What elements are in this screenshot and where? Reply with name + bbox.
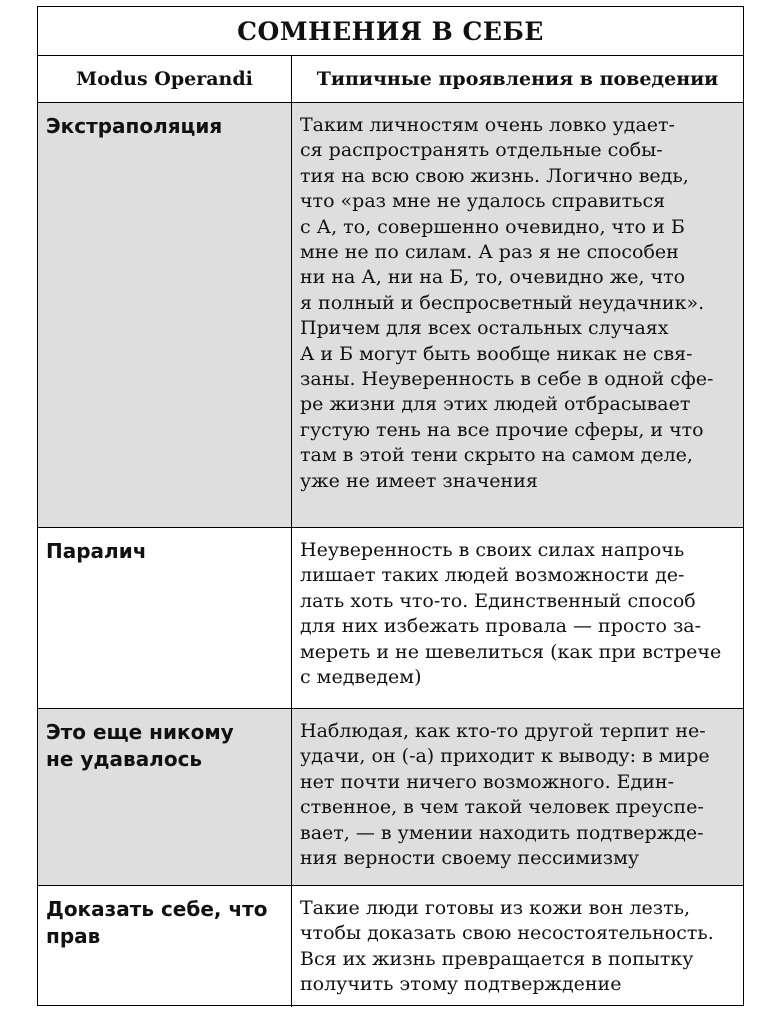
description-line: мереть и не шевелиться (как при встрече [300, 640, 722, 663]
row-label-line: Паралич [46, 539, 147, 563]
row-label-line: Доказать себе, что [46, 897, 268, 921]
description-line: удачи, он (-а) приходит к выводу: в мире [300, 745, 710, 768]
description-line: Неуверенность в своих силах напрочь [300, 539, 685, 561]
row-label-line: прав [46, 924, 101, 948]
row-description [292, 103, 743, 527]
description-line: ния верности своему пессимизму [300, 847, 640, 870]
description-line: заны. Неуверенность в себе в одной сфе- [300, 368, 714, 391]
description-line: получить этому подтверждение [300, 973, 622, 996]
description-line: с медведем) [300, 666, 422, 689]
description-line: с А, то, совершенно очевидно, что и Б [300, 215, 685, 238]
row-description [292, 886, 743, 1007]
description-line: А и Б могут быть вообще никак не свя- [300, 342, 693, 365]
description-line: чтобы доказать свою несостоятельность. [300, 922, 714, 945]
row-label-line: Экстраполяция [46, 114, 223, 138]
description-line: Вся их жизнь превращается в попытку [300, 947, 694, 970]
table-row-extrapolation [38, 103, 743, 527]
row-label-line: не удавалось [46, 747, 203, 771]
row-description [292, 528, 743, 708]
description-line: уже не имеет значения [300, 469, 538, 492]
description-line: густую тень на все прочие сферы, и что [300, 418, 704, 441]
table-row-nobody-managed [38, 708, 743, 885]
description-line: лишает таких людей возможности де- [300, 564, 685, 587]
description-line: лать хоть что-то. Единственный способ [300, 589, 696, 612]
description-line: ре жизни для этих людей отбрасывает [300, 393, 691, 416]
table-header-row [38, 56, 743, 103]
description-line: ственное, в чем такой человек преуспе- [300, 796, 704, 819]
description-line: Таким личностям очень ловко удает- [300, 114, 675, 136]
description-line: мне не по силам. А раз я не способен [300, 241, 679, 264]
doubt-table [37, 6, 744, 1006]
table-row-prove-yourself-right [38, 885, 743, 1007]
table-row-paralysis [38, 527, 743, 708]
row-label [38, 709, 292, 885]
column-header-behavior: Типичные проявления в поведении [316, 68, 719, 90]
row-label-line: Это еще никому [46, 720, 234, 744]
description-line: Наблюдая, как кто-то другой терпит не- [300, 720, 706, 742]
row-description [292, 709, 743, 885]
table-title: СОМНЕНИЯ В СЕБЕ [38, 7, 743, 56]
row-label [38, 886, 292, 1007]
row-label [38, 528, 292, 708]
row-label [38, 103, 292, 527]
description-line: для них избежать провала — просто за- [300, 615, 702, 638]
description-line: Такие люди готовы из кожи вон лезть, [300, 897, 691, 919]
description-line: Причем для всех остальных случаях [300, 317, 669, 340]
description-line: тия на всю свою жизнь. Логично ведь, [300, 164, 689, 187]
description-line: вает, — в умении находить подтвержде- [300, 821, 704, 844]
description-line: там в этой тени скрыто на самом деле, [300, 444, 693, 467]
description-line: я полный и беспросветный неудачник». [300, 291, 705, 314]
description-line: ся распространять отдельные собы- [300, 139, 663, 162]
description-line: что «раз мне не удалось справиться [300, 190, 666, 213]
description-line: нет почти ничего возможного. Един- [300, 770, 674, 793]
column-header-modus-operandi: Modus Operandi [38, 56, 292, 102]
description-line: ни на А, ни на Б, то, очевидно же, что [300, 266, 686, 289]
